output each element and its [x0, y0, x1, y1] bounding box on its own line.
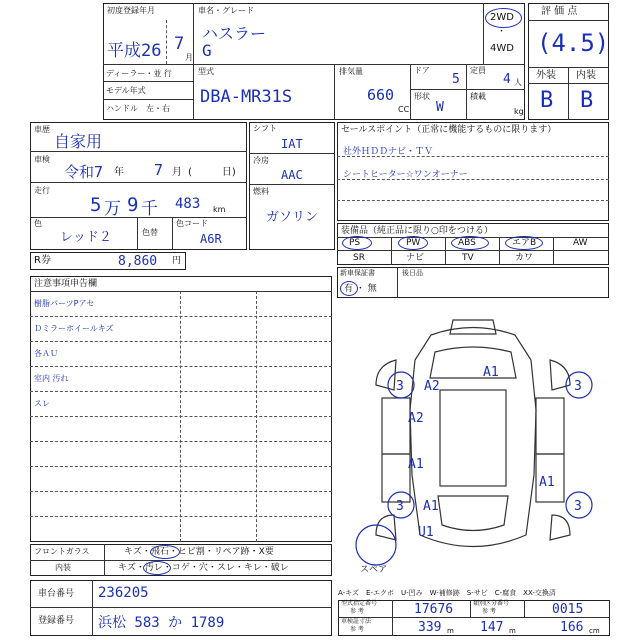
front-glass-label: フロントガラス: [34, 547, 90, 556]
model-year-label: モデル年式: [106, 86, 146, 95]
mark-a1-roof: A1: [483, 365, 499, 380]
left-door-rear: [382, 454, 410, 502]
plate-value: 浜松 583 か 1789: [98, 615, 225, 631]
model-name: ハスラー: [202, 24, 267, 43]
first-registration-era: 平成26: [107, 41, 162, 61]
inspection-month: 7: [154, 161, 164, 179]
warranty-label: 新車保証書: [340, 269, 375, 277]
rear-right-wheel: [550, 515, 570, 540]
height-value: 166: [560, 620, 584, 635]
displacement-label: 排気量: [339, 67, 363, 76]
note-line-1: 樹脂パーツPアセ: [34, 299, 95, 308]
color-code-value: A6R: [200, 232, 222, 246]
type-value: DBA-MR31S: [200, 87, 293, 107]
mark-u1-rear: U1: [418, 525, 434, 540]
displacement-value: 660: [367, 86, 395, 104]
shift-value: IAT: [281, 137, 303, 151]
warranty-box: [337, 267, 609, 298]
r-unit: 円: [172, 256, 182, 266]
equip-sr: SR: [353, 253, 365, 263]
front-glass-chip-circle: [150, 545, 180, 559]
width-value: 147: [480, 620, 504, 635]
rear-window: [438, 496, 508, 531]
inspection-year-unit: 年: [114, 167, 124, 178]
mark-a1-left-door: A1: [408, 457, 424, 472]
note-line-4: 室内 汚れ: [34, 374, 69, 383]
door-label: ドア: [414, 66, 430, 75]
front-glass-text: キズ・飛石・ヒビ割・リペア跡・X要: [124, 547, 274, 557]
inspection-label: 車検: [34, 155, 50, 164]
door-value: 5: [452, 72, 460, 87]
front-windshield: [430, 347, 516, 378]
capacity-unit: 人: [514, 78, 522, 87]
exterior-value: B: [540, 88, 554, 113]
fuel-value: ガソリン: [266, 210, 319, 225]
equip-leather: カワ: [515, 253, 534, 263]
class-label: 類別区分番号: [473, 600, 510, 607]
ac-label: 冷房: [253, 156, 269, 165]
type-label: 型式: [198, 67, 214, 76]
exterior-label: 外装: [536, 70, 556, 81]
selling-point-2: シートヒーター☆ワンオーナー: [343, 170, 468, 180]
score-value: (4.5): [537, 29, 610, 57]
score-label: 評 価 点: [541, 6, 578, 17]
r-ticket-box: [30, 252, 186, 270]
month-unit: 月: [185, 53, 193, 62]
equip-pw: PW: [406, 238, 421, 248]
interior-cond-label: 内装: [55, 563, 71, 572]
interior-cond-text: キズ・汚レ・コゲ・穴・スレ・キレ・破レ: [118, 563, 289, 573]
mileage-man: 5: [90, 194, 102, 216]
chassis-value: 236205: [98, 585, 149, 601]
capacity-label: 定員: [470, 66, 486, 75]
roof-panel: [440, 390, 506, 486]
notes-title: 注意事項申告欄: [34, 279, 98, 289]
vehicle-class-value: 自家用: [54, 132, 103, 151]
model-name-label: 車名・グレード: [198, 6, 254, 15]
mileage-label: 走行: [34, 186, 50, 195]
length-value: 339: [418, 620, 442, 635]
equip-ps: PS: [349, 238, 361, 248]
mark-3-fr: 3: [574, 379, 582, 394]
right-door-front: [536, 398, 564, 454]
cert-sub: 参 考: [350, 626, 364, 633]
cc-unit: CC: [398, 105, 410, 114]
equip-aw: AW: [573, 238, 588, 248]
mark-3-rr: 3: [574, 499, 582, 514]
mark-a1-rear: A1: [539, 475, 555, 490]
first-registration-month: 7: [174, 34, 185, 54]
equip-airbag: エアB: [512, 238, 537, 248]
front-right-wheel: [550, 360, 570, 390]
model-grade: G: [202, 41, 212, 60]
vehicle-class-label: 車歴: [34, 125, 50, 134]
r-label: R券: [34, 255, 51, 266]
equip-navi: ナビ: [406, 253, 425, 263]
car-damage-diagram: [336, 300, 610, 580]
kg-unit: kg: [514, 107, 524, 116]
note-line-3: 各ＡＵ: [34, 349, 58, 358]
color-label: 色: [34, 219, 42, 228]
plate-label: 登録番号: [38, 616, 75, 626]
handle-label: ハンドル 左・右: [106, 104, 170, 113]
type-cert-sub: 参 考: [350, 608, 364, 615]
mark-3-fl: 3: [396, 379, 404, 394]
dealer-label: ディーラー・並 行: [106, 69, 172, 78]
first-registration-label: 初度登録年月: [107, 6, 155, 15]
interior-label: 内装: [576, 70, 596, 81]
inspection-day: ( 日): [188, 167, 236, 178]
mileage-man-unit: 万: [104, 199, 121, 219]
damage-legend: A-キズ E-エクボ U-凹み W-補修跡 S-サビ C-腐食 XX-交換済: [338, 589, 556, 597]
interior-value: B: [580, 88, 594, 113]
mark-a1-rl: A1: [423, 499, 439, 514]
mileage-sen-unit: 千: [141, 199, 158, 219]
color-value: レッド２: [60, 230, 112, 245]
shape-value: W: [436, 100, 444, 115]
capacity-value: 4: [503, 72, 511, 87]
drive-4wd: 4WD: [490, 43, 514, 54]
note-line-5: スレ: [34, 399, 50, 408]
km-unit: km: [213, 205, 226, 214]
inspection-month-unit: 月: [172, 167, 182, 178]
inspection-era: 令和7: [64, 163, 104, 181]
height-unit: cm: [589, 627, 600, 635]
class-sub: 参 考: [482, 608, 496, 615]
mark-a2-fl: A2: [424, 379, 440, 394]
left-door-front: [382, 398, 410, 454]
mark-3-rl: 3: [396, 499, 404, 514]
shift-label: シフト: [253, 124, 277, 133]
equipment-title: 装備品（純正品に限り○印をつける）: [341, 226, 493, 236]
fuel-label: 燃料: [253, 187, 269, 196]
equip-abs: ABS: [458, 238, 476, 248]
interior-dirt-circle: [143, 561, 171, 575]
mileage-sen: 9: [127, 194, 139, 216]
equip-tv: TV: [462, 253, 474, 263]
type-cert-value: 17676: [414, 602, 454, 617]
width-unit: m: [509, 627, 516, 635]
color-change-label: 色替: [142, 228, 158, 237]
drive-dot: ・: [497, 27, 507, 37]
r-value: 8,860: [118, 254, 158, 269]
mileage-rest: 483: [175, 196, 201, 212]
shape-label: 形状: [414, 92, 430, 101]
color-code-label: 色コード: [176, 219, 208, 228]
type-cert-label: 型式指定番号: [341, 600, 378, 607]
selling-points-title: セールスポイント（正常に機能するものに限ります）: [341, 125, 557, 135]
chassis-label: 車台番号: [38, 589, 75, 599]
load-label: 積載: [470, 92, 486, 101]
later-date-label: 後日品: [402, 269, 423, 277]
mark-a2-left: A2: [408, 411, 424, 426]
note-line-2: Ｄミラーホイールキズ: [34, 324, 114, 333]
warranty-value: 有 ・ 無: [344, 284, 377, 294]
drive-2wd: 2WD: [490, 12, 514, 23]
selling-point-1: 社外ＨＤＤナビ・ＴＶ: [343, 147, 434, 157]
cert-label: 車検証寸法: [341, 618, 372, 625]
class-value: 0015: [552, 602, 584, 617]
length-unit: m: [447, 627, 454, 635]
ac-value: AAC: [281, 168, 303, 182]
spare-label: スペア: [360, 565, 388, 575]
